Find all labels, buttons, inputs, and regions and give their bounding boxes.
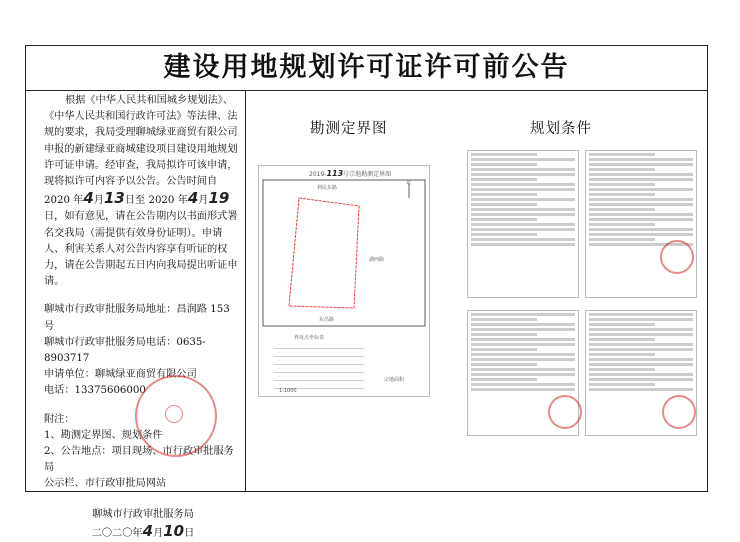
conditions-page-1: [467, 150, 579, 298]
handwritten-sign-day: 10: [163, 521, 185, 540]
seal-star-icon: [165, 405, 183, 423]
attachment-2-cont: 公示栏、市行政审批局网站: [44, 478, 167, 490]
page-title: 建设用地规划许可证许可前公告: [25, 45, 708, 91]
map-scale: 1:1000: [279, 388, 297, 394]
handwritten-end-month: 4: [187, 189, 199, 208]
attachment-2: 2、公告地点：项目现场、市行政审批服务局: [44, 446, 234, 474]
attachment-1: 1、勘测定界图、规划条件: [44, 429, 163, 441]
map-area-label: 宗地面积: [384, 377, 405, 383]
signature-org: 聊城市行政审批服务局: [92, 508, 194, 520]
coordinate-table-title: 界址点坐标表: [294, 335, 325, 341]
handwritten-sign-month: 4: [142, 521, 154, 540]
survey-map-title: 勘测定界图: [310, 121, 388, 137]
survey-map-document: [258, 165, 430, 397]
column-divider: [245, 91, 246, 492]
applicant-phone: 电话：13375606000: [44, 385, 146, 397]
contact-address: 聊城市行政审批服务局地址：昌润路 153 号: [44, 304, 230, 332]
handwritten-start-day: 13: [103, 189, 125, 208]
road-label-3: 东昌路: [319, 317, 335, 323]
applicant: 申请单位：聊城绿亚商贸有限公司: [44, 369, 197, 381]
handwritten-start-month: 4: [83, 189, 94, 208]
conditions-seal-2: [548, 395, 582, 429]
planning-conditions-title: 规划条件: [530, 121, 592, 137]
road-label-2: 湖西路: [369, 257, 385, 263]
conditions-seal-3: [662, 395, 696, 429]
attachments-heading: 附注：: [44, 413, 75, 425]
coordinate-table: [274, 341, 364, 389]
notice-body: [44, 93, 242, 542]
conditions-seal-1: [660, 240, 694, 274]
notice-paragraph: 根据《中华人民共和国城乡规划法》、《中华人民共和国行政许可法》等法律、法规的要求，我局受理聊城绿亚商贸有限公司申报的新建绿亚商城建设项目建设用地规划许可证申请。经审查，我局拟许可该申请，现将拟许可内容予以公告。公告时间自 2020 年4月13日至 2020 年4月19日，如有意见，请在公告期内以书面形式署名交我局（需提供有效身份证明）。申请人、利害关系人对公告内容享有听证的权力，请在公告期起五日内向我局提出听证申请。: [44, 95, 238, 288]
map-heading: 2019-113号宗地勘测定界图: [309, 169, 392, 178]
road-label-1: 利民东路: [317, 185, 338, 191]
signature-date: 二〇二〇年4月10日: [91, 521, 195, 540]
handwritten-end-day: 19: [208, 189, 230, 208]
north-arrow: 北: [406, 180, 412, 186]
parcel-map: [259, 178, 429, 328]
conditions-page-2: [585, 150, 697, 298]
contact-phone: 聊城市行政审批服务局电话：0635-8903717: [44, 336, 206, 365]
